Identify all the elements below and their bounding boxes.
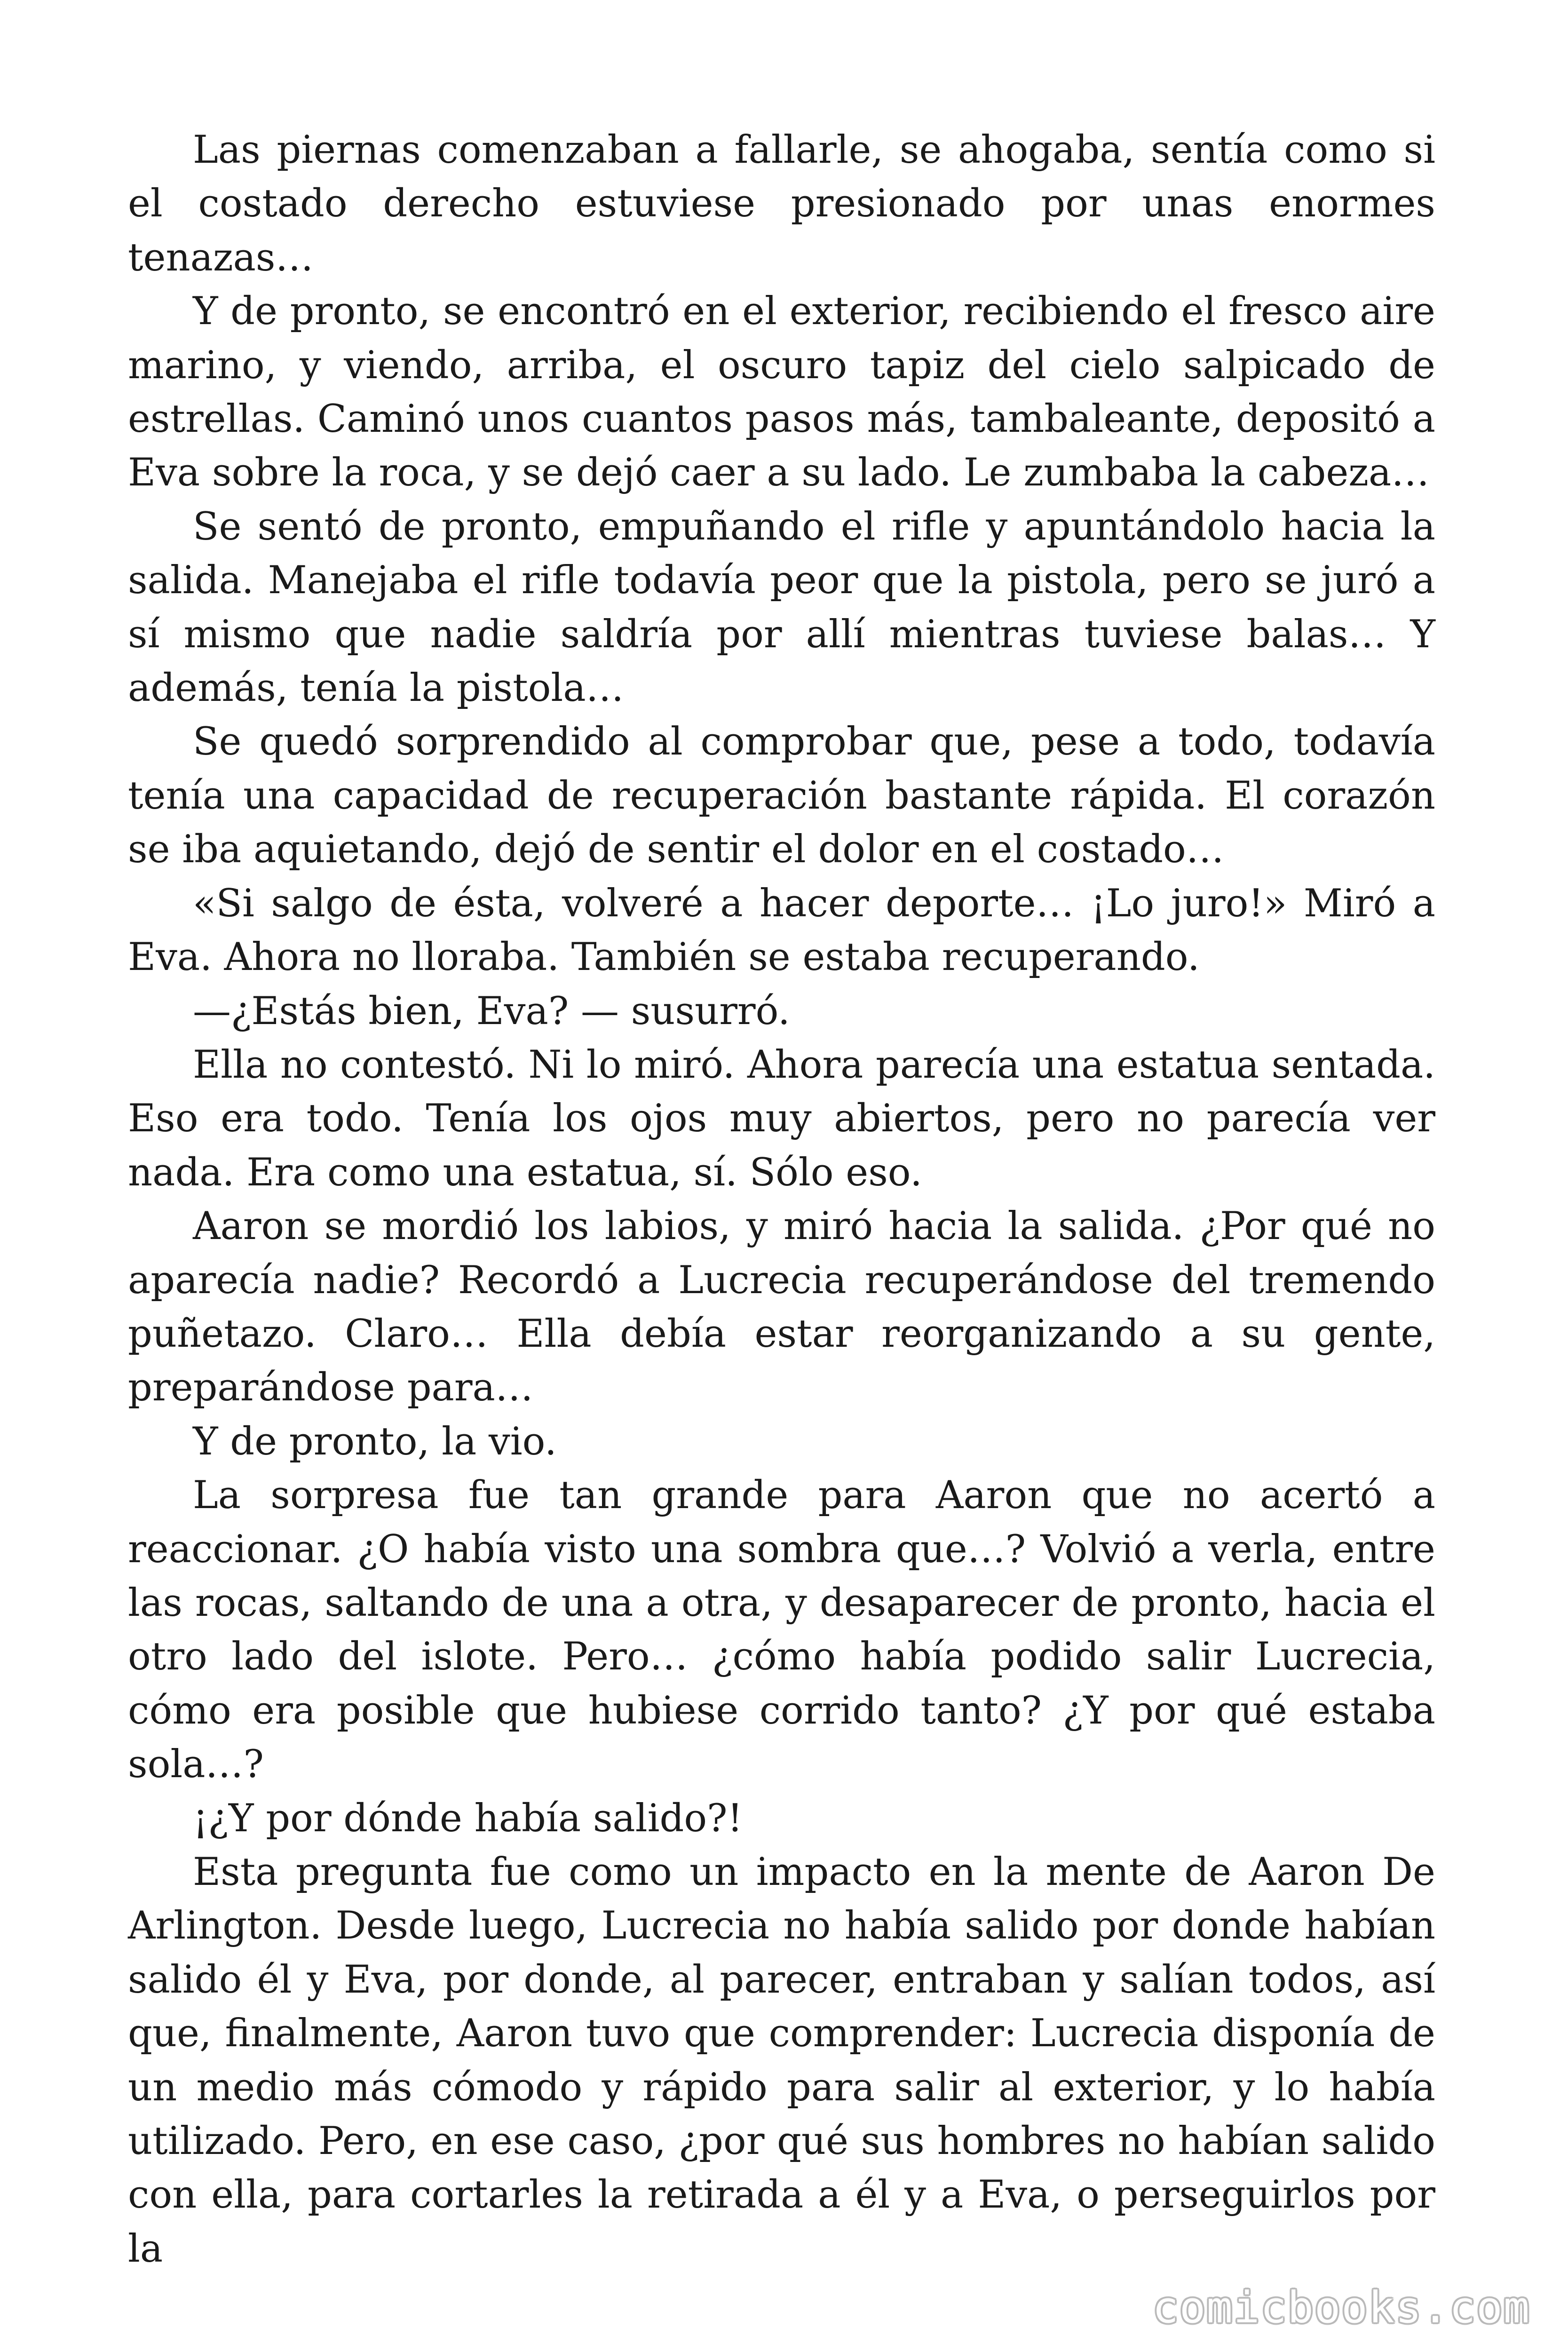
paragraph: Y de pronto, se encontró en el exterior, recibiendo el fresco aire marino, y viendo, arriba, el oscuro tapiz del cielo salpicado de estrellas. Caminó unos cuantos pasos más, tambaleante, depositó a Eva sobre la roca, y se dejó caer a su lado. Le zumbaba la cabeza… — [128, 289, 1435, 495]
paragraph: Ella no contestó. Ni lo miró. Ahora parecía una estatua sentada. Eso era todo. Tenía los ojos muy abiertos, pero no parecía ver nada. Era como una estatua, sí. Sólo eso. — [128, 1042, 1435, 1195]
paragraph: Se quedó sorprendido al comprobar que, pese a todo, todavía tenía una capacidad de recuperación bastante rápida. El corazón se iba aquietando, dejó de sentir el dolor en el costado… — [128, 720, 1435, 872]
body-text — [128, 123, 1435, 2276]
watermark: comicbooks.com — [1152, 2282, 1530, 2333]
paragraph: Se sentó de pronto, empuñando el rifle y apuntándolo hacia la salida. Manejaba el rifle todavía peor que la pistola, pero se juró a sí mismo que nadie saldría por allí mientras tuviese balas… Y además, tenía la pistola… — [128, 504, 1435, 711]
paragraph: Y de pronto, la vio. — [193, 1419, 557, 1464]
paragraph: ¡¿Y por dónde había salido?! — [193, 1796, 743, 1841]
paragraph: —¿Estás bien, Eva? — susurró. — [193, 989, 790, 1033]
paragraph: La sorpresa fue tan grande para Aaron que no acertó a reaccionar. ¿O había visto una sombra que…? Volvió a verla, entre las rocas, saltando de una a otra, y desaparecer de pronto, hacia el otro lado del islote. Pero… ¿cómo había podido salir Lucrecia, cómo era posible que hubiese corrido tanto? ¿Y por qué estaba sola…? — [128, 1473, 1435, 1787]
paragraph: Aaron se mordió los labios, y miró hacia la salida. ¿Por qué no aparecía nadie? Recordó a Lucrecia recuperándose del tremendo puñetazo. Claro… Ella debía estar reorganizando a su gente, preparándose para… — [128, 1204, 1435, 1410]
paragraph: «Si salgo de ésta, volveré a hacer deporte… ¡Lo juro!» Miró a Eva. Ahora no lloraba. También se estaba recuperando. — [128, 881, 1435, 980]
paragraph: Esta pregunta fue como un impacto en la mente de Aaron De Arlington. Desde luego, Lucrecia no había salido por donde habían salido él y Eva, por donde, al parecer, entraban y salían todos, así que, finalmente, Aaron tuvo que comprender: Lucrecia disponía de un medio más cómodo y rápido para salir al exterior, y lo había utilizado. Pero, en ese caso, ¿por qué sus hombres no habían salido con ella, para cortarles la retirada a él y a Eva, o perseguirlos por la — [128, 1850, 1435, 2271]
paragraph: Las piernas comenzaban a fallarle, se ahogaba, sentía como si el costado derecho estuviese presionado por unas enormes tenazas… — [128, 128, 1435, 280]
